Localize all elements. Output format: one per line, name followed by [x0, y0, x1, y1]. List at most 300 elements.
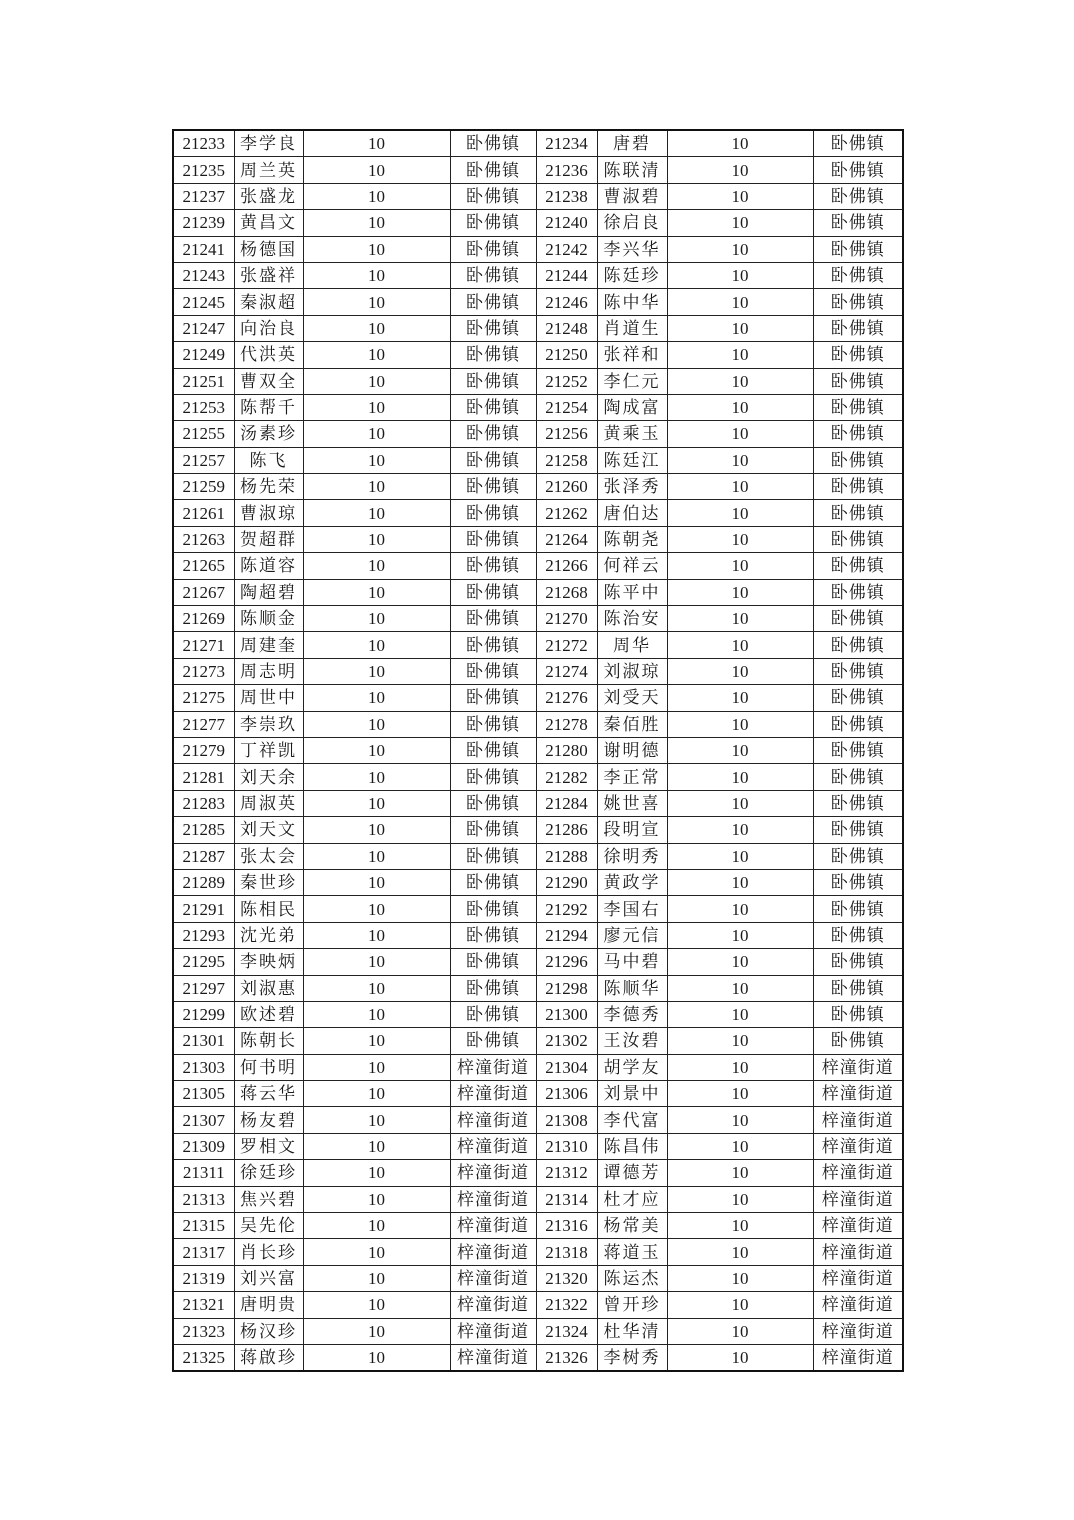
record-id-cell: 21326	[536, 1344, 597, 1371]
town-cell: 卧佛镇	[813, 526, 903, 552]
person-name-cell: 周建奎	[234, 632, 303, 658]
person-name-cell: 曹淑碧	[597, 183, 667, 209]
person-name-cell: 刘天文	[234, 817, 303, 843]
town-cell: 梓潼街道	[813, 1107, 903, 1133]
town-cell: 卧佛镇	[450, 685, 536, 711]
table-row	[173, 262, 903, 288]
amount-cell: 10	[667, 764, 813, 790]
table-row	[173, 1292, 903, 1318]
town-cell: 梓潼街道	[450, 1292, 536, 1318]
amount-cell: 10	[303, 949, 450, 975]
record-id-cell: 21310	[536, 1133, 597, 1159]
record-id-cell: 21282	[536, 764, 597, 790]
person-name-cell: 刘淑琼	[597, 658, 667, 684]
record-id-cell: 21255	[173, 421, 234, 447]
town-cell: 卧佛镇	[450, 764, 536, 790]
record-id-cell: 21239	[173, 210, 234, 236]
record-id-cell: 21263	[173, 526, 234, 552]
person-name-cell: 杨友碧	[234, 1107, 303, 1133]
town-cell: 卧佛镇	[813, 685, 903, 711]
amount-cell: 10	[667, 1344, 813, 1371]
table-row	[173, 843, 903, 869]
table-row	[173, 1028, 903, 1054]
roster-sheet	[172, 129, 904, 1372]
amount-cell: 10	[667, 632, 813, 658]
town-cell: 梓潼街道	[813, 1081, 903, 1107]
person-name-cell: 欧述碧	[234, 1001, 303, 1027]
table-row	[173, 1318, 903, 1344]
table-row	[173, 526, 903, 552]
amount-cell: 10	[303, 500, 450, 526]
record-id-cell: 21249	[173, 342, 234, 368]
town-cell: 卧佛镇	[450, 157, 536, 183]
amount-cell: 10	[303, 922, 450, 948]
table-row	[173, 1107, 903, 1133]
town-cell: 卧佛镇	[450, 949, 536, 975]
town-cell: 卧佛镇	[450, 711, 536, 737]
record-id-cell: 21237	[173, 183, 234, 209]
town-cell: 卧佛镇	[450, 236, 536, 262]
record-id-cell: 21260	[536, 474, 597, 500]
table-row	[173, 1081, 903, 1107]
person-name-cell: 李国右	[597, 896, 667, 922]
record-id-cell: 21301	[173, 1028, 234, 1054]
record-id-cell: 21280	[536, 737, 597, 763]
record-id-cell: 21264	[536, 526, 597, 552]
amount-cell: 10	[303, 526, 450, 552]
town-cell: 卧佛镇	[813, 474, 903, 500]
person-name-cell: 杨汉珍	[234, 1318, 303, 1344]
person-name-cell: 刘淑惠	[234, 975, 303, 1001]
amount-cell: 10	[667, 949, 813, 975]
person-name-cell: 陈运杰	[597, 1265, 667, 1291]
person-name-cell: 代洪英	[234, 342, 303, 368]
amount-cell: 10	[667, 447, 813, 473]
table-row	[173, 1344, 903, 1371]
amount-cell: 10	[667, 1054, 813, 1080]
town-cell: 卧佛镇	[813, 606, 903, 632]
amount-cell: 10	[667, 526, 813, 552]
amount-cell: 10	[303, 130, 450, 157]
person-name-cell: 周兰英	[234, 157, 303, 183]
town-cell: 卧佛镇	[813, 262, 903, 288]
amount-cell: 10	[303, 1292, 450, 1318]
amount-cell: 10	[667, 315, 813, 341]
town-cell: 卧佛镇	[450, 394, 536, 420]
table-row	[173, 130, 903, 157]
record-id-cell: 21262	[536, 500, 597, 526]
amount-cell: 10	[667, 896, 813, 922]
amount-cell: 10	[667, 1081, 813, 1107]
town-cell: 卧佛镇	[813, 315, 903, 341]
person-name-cell: 胡学友	[597, 1054, 667, 1080]
town-cell: 梓潼街道	[813, 1265, 903, 1291]
record-id-cell: 21284	[536, 790, 597, 816]
person-name-cell: 周世中	[234, 685, 303, 711]
table-row	[173, 949, 903, 975]
amount-cell: 10	[667, 579, 813, 605]
amount-cell: 10	[303, 157, 450, 183]
amount-cell: 10	[667, 1001, 813, 1027]
town-cell: 卧佛镇	[813, 632, 903, 658]
town-cell: 卧佛镇	[813, 368, 903, 394]
town-cell: 卧佛镇	[813, 922, 903, 948]
amount-cell: 10	[303, 711, 450, 737]
amount-cell: 10	[667, 474, 813, 500]
record-id-cell: 21248	[536, 315, 597, 341]
table-row	[173, 685, 903, 711]
amount-cell: 10	[303, 421, 450, 447]
amount-cell: 10	[667, 817, 813, 843]
person-name-cell: 何祥云	[597, 553, 667, 579]
person-name-cell: 陈道容	[234, 553, 303, 579]
record-id-cell: 21245	[173, 289, 234, 315]
amount-cell: 10	[303, 606, 450, 632]
table-row	[173, 896, 903, 922]
amount-cell: 10	[303, 843, 450, 869]
person-name-cell: 刘受天	[597, 685, 667, 711]
amount-cell: 10	[667, 737, 813, 763]
town-cell: 卧佛镇	[813, 817, 903, 843]
town-cell: 卧佛镇	[450, 553, 536, 579]
town-cell: 卧佛镇	[813, 896, 903, 922]
record-id-cell: 21238	[536, 183, 597, 209]
record-id-cell: 21253	[173, 394, 234, 420]
town-cell: 梓潼街道	[450, 1160, 536, 1186]
record-id-cell: 21288	[536, 843, 597, 869]
person-name-cell: 杜才应	[597, 1186, 667, 1212]
record-id-cell: 21309	[173, 1133, 234, 1159]
record-id-cell: 21316	[536, 1213, 597, 1239]
record-id-cell: 21318	[536, 1239, 597, 1265]
town-cell: 卧佛镇	[813, 764, 903, 790]
town-cell: 梓潼街道	[450, 1054, 536, 1080]
amount-cell: 10	[667, 1265, 813, 1291]
town-cell: 卧佛镇	[450, 896, 536, 922]
amount-cell: 10	[667, 606, 813, 632]
amount-cell: 10	[667, 1239, 813, 1265]
town-cell: 卧佛镇	[813, 553, 903, 579]
table-row	[173, 922, 903, 948]
table-row	[173, 1133, 903, 1159]
record-id-cell: 21287	[173, 843, 234, 869]
person-name-cell: 陈顺华	[597, 975, 667, 1001]
table-row	[173, 394, 903, 420]
person-name-cell: 陈朝尧	[597, 526, 667, 552]
amount-cell: 10	[667, 1318, 813, 1344]
town-cell: 卧佛镇	[450, 500, 536, 526]
town-cell: 卧佛镇	[450, 289, 536, 315]
town-cell: 卧佛镇	[450, 975, 536, 1001]
record-id-cell: 21302	[536, 1028, 597, 1054]
amount-cell: 10	[303, 975, 450, 1001]
record-id-cell: 21311	[173, 1160, 234, 1186]
amount-cell: 10	[303, 869, 450, 895]
record-id-cell: 21233	[173, 130, 234, 157]
table-row	[173, 1160, 903, 1186]
amount-cell: 10	[303, 1160, 450, 1186]
person-name-cell: 张泽秀	[597, 474, 667, 500]
person-name-cell: 陶成富	[597, 394, 667, 420]
amount-cell: 10	[303, 790, 450, 816]
table-row	[173, 315, 903, 341]
person-name-cell: 张太会	[234, 843, 303, 869]
town-cell: 梓潼街道	[450, 1213, 536, 1239]
town-cell: 卧佛镇	[813, 394, 903, 420]
amount-cell: 10	[667, 289, 813, 315]
record-id-cell: 21312	[536, 1160, 597, 1186]
record-id-cell: 21307	[173, 1107, 234, 1133]
town-cell: 卧佛镇	[450, 183, 536, 209]
town-cell: 卧佛镇	[450, 130, 536, 157]
table-row	[173, 474, 903, 500]
table-row	[173, 1186, 903, 1212]
person-name-cell: 李学良	[234, 130, 303, 157]
table-row	[173, 500, 903, 526]
table-row	[173, 421, 903, 447]
amount-cell: 10	[303, 342, 450, 368]
record-id-cell: 21278	[536, 711, 597, 737]
table-row	[173, 1213, 903, 1239]
amount-cell: 10	[667, 262, 813, 288]
town-cell: 卧佛镇	[813, 500, 903, 526]
record-id-cell: 21320	[536, 1265, 597, 1291]
person-name-cell: 贺超群	[234, 526, 303, 552]
amount-cell: 10	[303, 1213, 450, 1239]
record-id-cell: 21267	[173, 579, 234, 605]
person-name-cell: 谢明德	[597, 737, 667, 763]
person-name-cell: 马中碧	[597, 949, 667, 975]
table-row	[173, 1265, 903, 1291]
person-name-cell: 刘景中	[597, 1081, 667, 1107]
record-id-cell: 21303	[173, 1054, 234, 1080]
record-id-cell: 21292	[536, 896, 597, 922]
town-cell: 梓潼街道	[813, 1186, 903, 1212]
person-name-cell: 陈治安	[597, 606, 667, 632]
amount-cell: 10	[667, 210, 813, 236]
person-name-cell: 丁祥凯	[234, 737, 303, 763]
town-cell: 梓潼街道	[450, 1107, 536, 1133]
amount-cell: 10	[303, 1344, 450, 1371]
town-cell: 卧佛镇	[450, 262, 536, 288]
amount-cell: 10	[667, 1028, 813, 1054]
amount-cell: 10	[303, 1239, 450, 1265]
record-id-cell: 21258	[536, 447, 597, 473]
person-name-cell: 张祥和	[597, 342, 667, 368]
town-cell: 梓潼街道	[450, 1318, 536, 1344]
amount-cell: 10	[667, 869, 813, 895]
person-name-cell: 陈相民	[234, 896, 303, 922]
town-cell: 卧佛镇	[813, 711, 903, 737]
table-row	[173, 711, 903, 737]
person-name-cell: 陈廷江	[597, 447, 667, 473]
person-name-cell: 焦兴碧	[234, 1186, 303, 1212]
amount-cell: 10	[667, 685, 813, 711]
record-id-cell: 21276	[536, 685, 597, 711]
town-cell: 卧佛镇	[813, 447, 903, 473]
amount-cell: 10	[303, 1318, 450, 1344]
town-cell: 梓潼街道	[450, 1344, 536, 1371]
amount-cell: 10	[303, 1186, 450, 1212]
town-cell: 卧佛镇	[813, 579, 903, 605]
record-id-cell: 21257	[173, 447, 234, 473]
record-id-cell: 21283	[173, 790, 234, 816]
record-id-cell: 21323	[173, 1318, 234, 1344]
table-row	[173, 790, 903, 816]
person-name-cell: 李德秀	[597, 1001, 667, 1027]
town-cell: 卧佛镇	[450, 843, 536, 869]
record-id-cell: 21234	[536, 130, 597, 157]
town-cell: 卧佛镇	[450, 1001, 536, 1027]
table-row	[173, 764, 903, 790]
person-name-cell: 张盛祥	[234, 262, 303, 288]
town-cell: 梓潼街道	[813, 1344, 903, 1371]
person-name-cell: 陈昌伟	[597, 1133, 667, 1159]
record-id-cell: 21314	[536, 1186, 597, 1212]
record-id-cell: 21261	[173, 500, 234, 526]
amount-cell: 10	[667, 500, 813, 526]
town-cell: 卧佛镇	[450, 447, 536, 473]
record-id-cell: 21265	[173, 553, 234, 579]
town-cell: 卧佛镇	[450, 421, 536, 447]
record-id-cell: 21242	[536, 236, 597, 262]
town-cell: 卧佛镇	[450, 526, 536, 552]
amount-cell: 10	[667, 922, 813, 948]
amount-cell: 10	[667, 130, 813, 157]
record-id-cell: 21256	[536, 421, 597, 447]
amount-cell: 10	[667, 1292, 813, 1318]
person-name-cell: 廖元信	[597, 922, 667, 948]
person-name-cell: 陈飞	[234, 447, 303, 473]
amount-cell: 10	[303, 896, 450, 922]
amount-cell: 10	[667, 1160, 813, 1186]
town-cell: 卧佛镇	[813, 183, 903, 209]
person-name-cell: 陈廷珍	[597, 262, 667, 288]
record-id-cell: 21235	[173, 157, 234, 183]
amount-cell: 10	[667, 1186, 813, 1212]
record-id-cell: 21291	[173, 896, 234, 922]
person-name-cell: 陈联清	[597, 157, 667, 183]
person-name-cell: 肖长珍	[234, 1239, 303, 1265]
record-id-cell: 21293	[173, 922, 234, 948]
amount-cell: 10	[303, 1265, 450, 1291]
amount-cell: 10	[303, 658, 450, 684]
table-row	[173, 632, 903, 658]
record-id-cell: 21286	[536, 817, 597, 843]
amount-cell: 10	[303, 236, 450, 262]
record-id-cell: 21300	[536, 1001, 597, 1027]
record-id-cell: 21304	[536, 1054, 597, 1080]
person-name-cell: 秦世珍	[234, 869, 303, 895]
person-name-cell: 徐廷珍	[234, 1160, 303, 1186]
town-cell: 卧佛镇	[450, 315, 536, 341]
table-row	[173, 737, 903, 763]
record-id-cell: 21271	[173, 632, 234, 658]
person-name-cell: 刘天余	[234, 764, 303, 790]
record-id-cell: 21319	[173, 1265, 234, 1291]
amount-cell: 10	[667, 658, 813, 684]
amount-cell: 10	[303, 632, 450, 658]
town-cell: 卧佛镇	[450, 737, 536, 763]
town-cell: 卧佛镇	[450, 790, 536, 816]
town-cell: 梓潼街道	[450, 1265, 536, 1291]
amount-cell: 10	[667, 975, 813, 1001]
town-cell: 卧佛镇	[813, 843, 903, 869]
person-name-cell: 段明宣	[597, 817, 667, 843]
amount-cell: 10	[667, 157, 813, 183]
amount-cell: 10	[667, 342, 813, 368]
record-id-cell: 21259	[173, 474, 234, 500]
person-name-cell: 杨先荣	[234, 474, 303, 500]
amount-cell: 10	[303, 1028, 450, 1054]
record-id-cell: 21294	[536, 922, 597, 948]
person-name-cell: 黄昌文	[234, 210, 303, 236]
person-name-cell: 陈顺金	[234, 606, 303, 632]
record-id-cell: 21290	[536, 869, 597, 895]
amount-cell: 10	[303, 368, 450, 394]
record-id-cell: 21296	[536, 949, 597, 975]
amount-cell: 10	[303, 1054, 450, 1080]
record-id-cell: 21269	[173, 606, 234, 632]
table-row	[173, 869, 903, 895]
record-id-cell: 21324	[536, 1318, 597, 1344]
table-row	[173, 658, 903, 684]
person-name-cell: 曹双全	[234, 368, 303, 394]
amount-cell: 10	[303, 474, 450, 500]
town-cell: 梓潼街道	[813, 1239, 903, 1265]
record-id-cell: 21281	[173, 764, 234, 790]
person-name-cell: 秦佰胜	[597, 711, 667, 737]
town-cell: 卧佛镇	[813, 790, 903, 816]
town-cell: 卧佛镇	[813, 210, 903, 236]
record-id-cell: 21297	[173, 975, 234, 1001]
table-row	[173, 817, 903, 843]
person-name-cell: 陈帮千	[234, 394, 303, 420]
roster-table	[172, 129, 904, 1372]
person-name-cell: 陶超碧	[234, 579, 303, 605]
table-row	[173, 553, 903, 579]
town-cell: 卧佛镇	[813, 737, 903, 763]
record-id-cell: 21270	[536, 606, 597, 632]
table-row	[173, 289, 903, 315]
person-name-cell: 李正常	[597, 764, 667, 790]
amount-cell: 10	[303, 553, 450, 579]
record-id-cell: 21313	[173, 1186, 234, 1212]
record-id-cell: 21289	[173, 869, 234, 895]
town-cell: 卧佛镇	[450, 474, 536, 500]
table-row	[173, 606, 903, 632]
table-row	[173, 1239, 903, 1265]
amount-cell: 10	[303, 579, 450, 605]
person-name-cell: 李仁元	[597, 368, 667, 394]
town-cell: 卧佛镇	[813, 289, 903, 315]
person-name-cell: 唐碧	[597, 130, 667, 157]
town-cell: 卧佛镇	[813, 130, 903, 157]
person-name-cell: 刘兴富	[234, 1265, 303, 1291]
amount-cell: 10	[303, 394, 450, 420]
amount-cell: 10	[303, 817, 450, 843]
amount-cell: 10	[667, 236, 813, 262]
amount-cell: 10	[303, 315, 450, 341]
town-cell: 梓潼街道	[450, 1239, 536, 1265]
town-cell: 卧佛镇	[813, 157, 903, 183]
person-name-cell: 杨常美	[597, 1213, 667, 1239]
person-name-cell: 李映炳	[234, 949, 303, 975]
amount-cell: 10	[303, 1081, 450, 1107]
record-id-cell: 21275	[173, 685, 234, 711]
person-name-cell: 李代富	[597, 1107, 667, 1133]
record-id-cell: 21305	[173, 1081, 234, 1107]
